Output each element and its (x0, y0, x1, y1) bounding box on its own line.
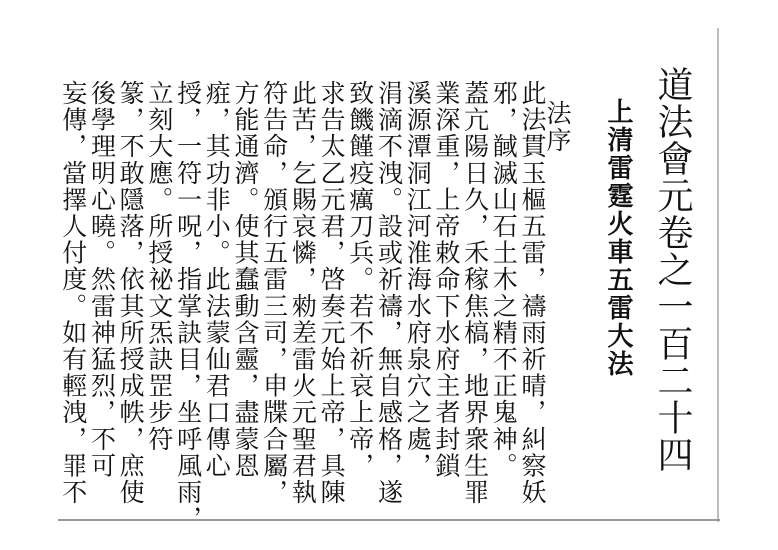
text-column: 此法貫玉樞五雷，禱雨祈晴，糾察妖 (518, 80, 547, 506)
page-edge-line (717, 28, 719, 522)
text-column: 致饑饉疫癘刀兵。若不祈哀上帝， (345, 80, 375, 479)
text-column: 㾠，其功非小。此法蒙仙君口傳心 (202, 80, 232, 479)
text-column: 此苦，乞賜哀憐，勑差雷火元聖君執 (288, 80, 318, 506)
text-column: 方能通濟。使其蠢動含靈，盡蒙恩 (230, 80, 260, 479)
text-column: 篆，不敢隱落，依其所授成帙，庶使 (116, 80, 146, 506)
text-column: 蓋亢陽日久，禾稼焦槁，地界衆生罪 (460, 80, 490, 506)
text-column: 邪，馘滅山石土木之精不正鬼神。 (489, 80, 519, 479)
text-column: 涓滴不洩。設或祈禱，無自感格，遂 (374, 80, 404, 506)
text-column: 符告命，頒行五雷三司，申牒合屬， (259, 80, 289, 506)
text-column: 妄傳，當擇人付度。如有輕洩，罪不 (58, 80, 88, 506)
text-column: 立刻大應。所授祕文炁訣罡步符 (144, 80, 174, 453)
text-column: 授，一符一呪，指掌訣目，坐呼風雨， (173, 80, 203, 533)
volume-title: 道法會元卷之一百二十四 (652, 66, 693, 473)
method-title: 上清雷霆火車五雷大法 (603, 98, 633, 378)
body-text (58, 80, 547, 533)
text-column: 溪源潭洞江河淮海水府泉穴之處， (403, 80, 433, 479)
text-column: 後學理明心曉。然雷神猛烈，不可 (87, 80, 117, 479)
section-heading: 法序 (543, 100, 572, 154)
text-column: 求告太乙元君，啓奏元始上帝，具陳 (317, 80, 347, 506)
text-column: 業深重，上帝敕命下水府主者封鎖 (431, 80, 461, 479)
